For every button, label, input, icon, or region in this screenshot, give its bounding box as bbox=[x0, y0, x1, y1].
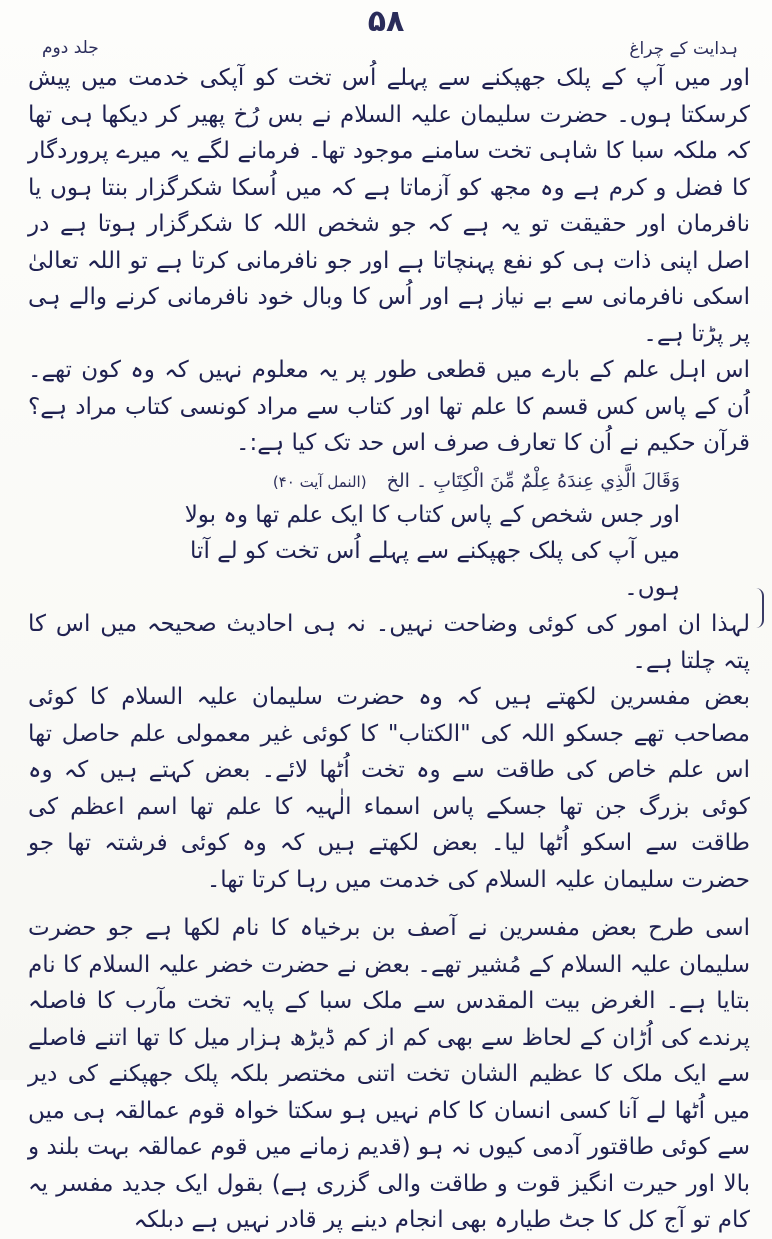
paragraph-throne-brought: اور میں آپ کے پلک جھپکنے سے پہلے اُس تخت کو آپکی خدمت میں پیش کرسکتا ہوں۔ حضرت سلیمان علیہ السلام نے بس رُخ پھیر کر دیکھا ہی تھا کہ ملکہ سبا کا شاہی تخت سامنے موجود تھا۔ فرمانے لگے یہ میرے پروردگار کا فضل و کرم ہے وہ مجھ کو آزماتا ہے کہ میں اُسکا شکرگزار بنتا ہوں یا نافرمان اور حقیقت تو یہ ہے کہ جو شخص اللہ کا شکرگزار ہوتا ہے در اصل اپنی ذات ہی کو نفع پہنچاتا ہے اور جو نافرمانی کرتا ہے تو اللہ تعالیٰ اسکی نافرمانی سے بے نیاز ہے اور اُس کا وبال خود نافرمانی کرنے والے ہی پر پڑتا ہے۔ bbox=[28, 65, 750, 347]
running-volume-label: جلد دوم bbox=[42, 38, 99, 58]
margin-bracket-mark bbox=[756, 588, 764, 628]
paragraph-commentators-views: بعض مفسرین لکھتے ہیں کہ وہ حضرت سلیمان علیہ السلام کا کوئی مصاحب تھے جسکو اللہ کی "الکتاب" کا کوئی غیر معمولی علم حاصل تھا اس علم خاص کی طاقت سے وہ تخت اُٹھا لائے۔ بعض کہتے ہیں کہ وہ کوئی بزرگ جن تھا جسکے پاس اسماء الٰہیہ کا علم تھا اسم اعظم کی طاقت سے اسکو اُٹھا لیا۔ بعض لکھتے ہیں کہ وہ کوئی فرشتہ تھا جو حضرت سلیمان علیہ السلام کی خدمت میں رہا کرتا تھا۔ bbox=[28, 684, 750, 893]
quran-verse bbox=[28, 466, 680, 497]
quran-verse-reference: (النمل آیت ۴۰) bbox=[272, 472, 367, 491]
paragraph-scholar-identity: اس اہل علم کے بارے میں قطعی طور پر یہ معلوم نہیں کہ وہ کون تھے۔ اُن کے پاس کس قسم کا علم تھا اور کتاب سے مراد کونسی کتاب مراد ہے؟ قرآن حکیم نے اُن کا تعارف صرف اس حد تک کیا ہے:۔ bbox=[28, 357, 750, 456]
running-book-title: ہدایت کے چراغ bbox=[629, 39, 738, 59]
verse-translation: اور جس شخص کے پاس کتاب کا ایک علم تھا وہ بولا میں آپ کی پلک جھپکنے سے پہلے اُس تخت کو لے آتا ہوں۔ bbox=[184, 501, 680, 601]
page-body bbox=[28, 60, 750, 1239]
page-header bbox=[20, 4, 752, 59]
quran-verse-text: وَقَالَ الَّذِي عِندَهُ عِلْمٌ مِّنَ الْكِتَابِ ۔ الخ bbox=[386, 469, 680, 492]
paragraph-asif-barkhiya: اسی طرح بعض مفسرین نے آصف بن برخیاہ کا نام لکھا ہے جو حضرت سلیمان علیہ السلام کے مُشیر تھے۔ بعض نے حضرت خضر علیہ السلام کا نام بتایا ہے۔ الغرض بیت المقدس سے ملک سبا کے پایہ تخت مآرب کا فاصلہ پرندے کی اُڑان کے لحاظ سے بھی کم از کم ڈیڑھ ہزار میل کا تھا اتنے فاصلے سے ایک ملک کا عظیم الشان تخت اتنی مختصر بلکہ پلک جھپکنے کی دیر میں اُٹھا لے آنا کسی انسان کا کام نہیں ہو سکتا خواہ قوم عمالقہ ہی میں سے کوئی طاقتور آدمی کیوں نہ ہو (قدیم زمانے میں قوم عمالقہ بہت بلند و بالا اور حیرت انگیز قوت و طاقت والی گزری ہے) بقول ایک جدید مفسر یہ کام تو آج کل کا جٹ طیارہ بھی انجام دینے پر قادر نہیں ہے دبلکہ bbox=[28, 915, 750, 1233]
page-number: ۵۸ bbox=[367, 4, 405, 39]
paragraph-no-clarification: لہذا ان امور کی کوئی وضاحت نہیں۔ نہ ہی احادیث صحیحہ میں اس کا پتہ چلتا ہے۔ bbox=[28, 611, 750, 674]
